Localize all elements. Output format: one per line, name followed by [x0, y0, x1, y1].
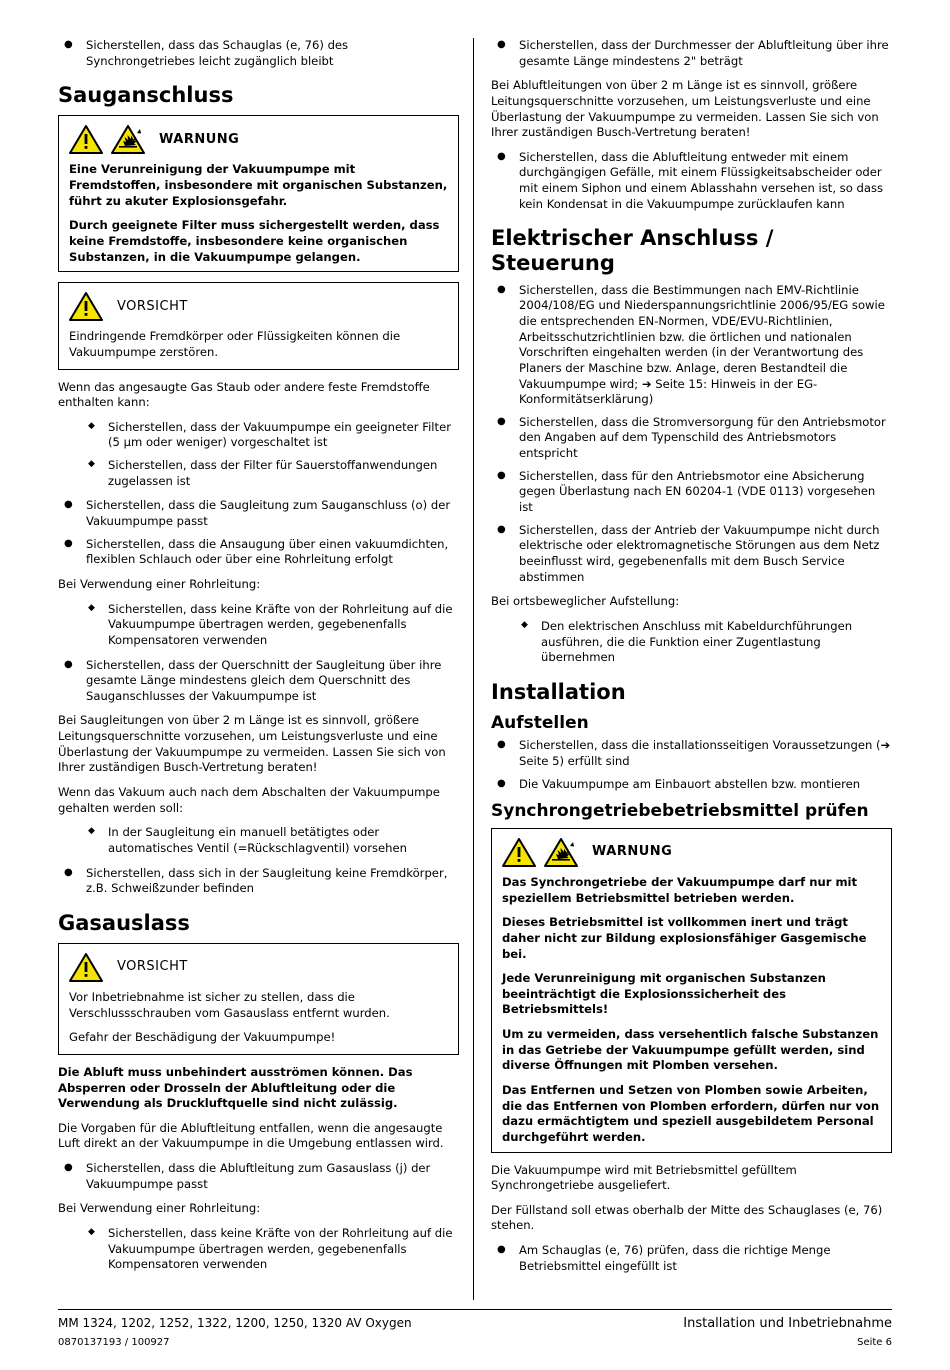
bullet-list-right-d [491, 738, 892, 792]
list-item [491, 523, 892, 586]
warning-text: Dieses Betriebsmittel ist vollkommen inert und trägt daher nicht zur Bildung explosionsfähiger Gasgemische bei. [502, 915, 867, 961]
bullet-disc-icon: ● [497, 469, 506, 481]
list-item [491, 415, 892, 462]
bullet-disc-icon: ● [64, 39, 73, 50]
heading-gasauslass: Gasauslass [58, 910, 190, 935]
list-item [58, 825, 459, 856]
list-item-text: Sicherstellen, dass die installationsseitigen Voraussetzungen (➔ Seite 5) erfüllt sind [519, 738, 891, 769]
paragraph-abluft-bold: Die Abluft muss unbehindert ausströmen können. Das Absperren oder Drosseln der Abluftleitung oder die Verwendung als Druckluftquelle sind nicht zulässig. [58, 1064, 413, 1111]
list-item-text: Sicherstellen, dass der Antrieb der Vakuumpumpe nicht durch elektrische oder elektromagnetische Störungen aus dem Netz beeinflusst wird, gegebenenfalls mit dem Busch Service abstimmen [519, 522, 880, 584]
bullet-diamond-icon: ◆ [88, 1227, 95, 1238]
bullet-disc-icon: ● [497, 739, 506, 751]
warning-text: Eine Verunreinigung der Vakuumpumpe mit Fremdstoffen, insbesondere mit organischen Substanzen, führt zu akuter Explosionsgefahr. [69, 162, 448, 208]
list-item-text: Sicherstellen, dass die Stromversorgung für den Antriebsmotor den Angaben auf dem Typenschild des Antriebsmotors entspricht [519, 414, 886, 461]
explosion-triangle-icon [544, 837, 578, 867]
admonition-header [502, 837, 881, 867]
admonition-body [69, 162, 448, 265]
heading-synchrongetriebebetriebsmittel: Synchrongetriebebetriebsmittel prüfen [491, 801, 869, 822]
warning-triangle-icon [502, 837, 536, 867]
list-item [58, 38, 459, 69]
page-footer [58, 1309, 892, 1348]
bullet-list-right-c [491, 283, 892, 586]
list-item [58, 602, 459, 649]
admonition-body [502, 875, 881, 1146]
caution-box-sauganschluss [58, 282, 459, 369]
list-item [58, 498, 459, 529]
warning-triangle-icon [69, 952, 103, 982]
list-item-text: Die Vakuumpumpe am Einbauort abstellen bzw. montieren [519, 776, 861, 791]
paragraph-saugleitungen: Bei Saugleitungen von über 2 m Länge ist es sinnvoll, größere Leitungsquerschnitte vorzusehen, um Leistungsverluste und eine Überlastung der Vakuumpumpe zu vermeiden. Lassen Sie sich von Ihrer zuständigen Busch-Vertretung beraten! [58, 713, 446, 775]
paragraph-fuellstand: Der Füllstand soll etwas oberhalb der Mitte des Schauglases (e, 76) stehen. [491, 1202, 883, 1233]
bullet-list-kraefte-1 [58, 602, 459, 649]
bullet-diamond-icon: ◆ [88, 420, 95, 431]
bullet-disc-icon: ● [64, 1162, 73, 1174]
explosion-triangle-icon [111, 124, 145, 154]
warning-triangle-icon [69, 124, 103, 154]
admonition-body [69, 329, 448, 360]
footer-document-code: MM 1324, 1202, 1252, 1322, 1200, 1250, 1320 AV Oxygen [58, 1316, 412, 1330]
bullet-list-kabel [491, 619, 892, 666]
footer-page-number: Seite 6 [857, 1337, 892, 1348]
bullet-diamond-icon: ◆ [88, 459, 95, 470]
bullet-list-a [58, 498, 459, 568]
list-item-text: Sicherstellen, dass keine Kräfte von der Rohrleitung auf die Vakuumpumpe übertragen werden, gegebenenfalls Kompensatoren verwenden [108, 1226, 453, 1272]
bullet-disc-icon: ● [497, 1244, 506, 1256]
paragraph-gas-staub: Wenn das angesaugte Gas Staub oder andere feste Fremdstoffe enthalten kann: [58, 379, 430, 410]
warning-text: Das Synchrongetriebe der Vakuumpumpe darf nur mit speziellem Betriebsmittel betrieben werden. [502, 874, 858, 905]
admonition-title: VORSICHT [117, 298, 188, 314]
admonition-header [69, 124, 448, 154]
list-item [491, 777, 892, 793]
list-item-text: Sicherstellen, dass die Abluftleitung entweder mit einem durchgängigen Gefälle, mit einem Flüssigkeitsabscheider oder mit einem Siphon und einem Ablasshahn versehen ist, so dass kein Kondensat in die Vakuumpumpe zurücklaufen kann [519, 149, 884, 211]
list-item-text: Sicherstellen, dass das Schauglas (e, 76) des Synchrongetriebes leicht zugänglich bleibt [86, 38, 349, 68]
heading-sauganschluss: Sauganschluss [58, 83, 234, 108]
warning-box-betriebsmittel [491, 828, 892, 1153]
list-item [58, 537, 459, 568]
bullet-list-c [58, 866, 459, 897]
bullet-disc-icon: ● [64, 866, 73, 878]
warning-text: Jede Verunreinigung mit organischen Substanzen beeinträchtigt die Explosionssicherheit des Betriebsmittels! [502, 971, 826, 1017]
bullet-disc-icon: ● [497, 415, 506, 427]
warning-triangle-icon [69, 291, 103, 321]
list-item-text: Sicherstellen, dass die Saugleitung zum Sauganschluss (o) der Vakuumpumpe passt [86, 498, 451, 529]
footer-part-number: 0870137193 / 100927 [58, 1337, 170, 1348]
list-item-text: Sicherstellen, dass der Querschnitt der Saugleitung über ihre gesamte Länge mindestens gleich dem Querschnitt des Sauganschlusses der Vakuumpumpe ist [86, 657, 442, 703]
list-item-text: Sicherstellen, dass der Vakuumpumpe ein geeigneter Filter (5 µm oder weniger) vorgeschaltet ist [108, 419, 451, 450]
footer-sub-row [58, 1337, 892, 1348]
right-column [491, 38, 892, 1300]
two-column-layout [58, 38, 892, 1300]
warning-text: Um zu vermeiden, dass versehentlich falsche Substanzen in das Getriebe der Vakuumpumpe gefüllt werden, sind diverse Öffnungen mit Plomben versehen. [502, 1027, 879, 1073]
list-item-text: In der Saugleitung ein manuell betätigtes oder automatisches Ventil (=Rückschlagventil) vorsehen [108, 825, 407, 855]
list-item [58, 458, 459, 489]
admonition-header [69, 291, 448, 321]
left-column [58, 38, 459, 1300]
heading-aufstellen: Aufstellen [491, 712, 589, 733]
warning-box-sauganschluss [58, 115, 459, 272]
bullet-disc-icon: ● [64, 658, 73, 670]
list-item [58, 866, 459, 897]
bullet-list-right-a [491, 38, 892, 69]
bullet-disc-icon: ● [497, 150, 506, 162]
caution-box-gasauslass [58, 943, 459, 1055]
list-item-text: Sicherstellen, dass die Abluftleitung zum Gasauslass (j) der Vakuumpumpe passt [86, 1161, 431, 1191]
bullet-list-b [58, 658, 459, 705]
heading-elektrischer-anschluss: Elektrischer Anschluss / Steuerung [491, 226, 774, 275]
list-item [58, 1226, 459, 1273]
admonition-title: WARNUNG [159, 131, 240, 147]
bullet-disc-icon: ● [64, 499, 73, 511]
footer-section-title: Installation und Inbetriebnahme [683, 1316, 892, 1331]
bullet-diamond-icon: ◆ [521, 619, 528, 630]
admonition-title: VORSICHT [117, 959, 188, 975]
bullet-list-filter [58, 420, 459, 490]
bullet-list-d [58, 1161, 459, 1192]
bullet-disc-icon: ● [497, 523, 506, 535]
list-item-text: Den elektrischen Anschluss mit Kabeldurchführungen ausführen, die die Funktion einer Zugentlastung übernehmen [541, 618, 853, 665]
admonition-title: WARNUNG [592, 844, 673, 860]
warning-text: Durch geeignete Filter muss sichergestellt werden, dass keine Fremdstoffe, insbesondere keine organischen Substanzen, in die Vakuumpumpe gelangen. [69, 218, 440, 264]
list-item-text: Sicherstellen, dass für den Antriebsmotor eine Absicherung gegen Überlastung nach EN 60204-1 (VDE 0113) vorgesehen ist [519, 468, 876, 515]
list-item-text: Sicherstellen, dass sich in der Saugleitung keine Fremdkörper, z.B. Schweißzunder befinden [86, 865, 448, 896]
heading-installation: Installation [491, 679, 626, 704]
paragraph-ausgeliefert: Die Vakuumpumpe wird mit Betriebsmittel gefülltem Synchrongetriebe ausgeliefert. [491, 1162, 797, 1193]
bullet-disc-icon: ● [497, 283, 506, 295]
list-item [58, 420, 459, 451]
caution-text: Eindringende Fremdkörper oder Flüssigkeiten können die Vakuumpumpe zerstören. [69, 329, 401, 359]
list-item [491, 38, 892, 69]
list-item [58, 1161, 459, 1192]
caution-text: Vor Inbetriebnahme ist sicher zu stellen, dass die Verschlussschrauben vom Gasauslass entfernt wurden. [69, 989, 390, 1020]
paragraph-rohrleitung-1: Bei Verwendung einer Rohrleitung: [58, 576, 261, 591]
bullet-diamond-icon: ◆ [88, 826, 95, 837]
paragraph-vakuum-halten: Wenn das Vakuum auch nach dem Abschalten der Vakuumpumpe gehalten werden soll: [58, 785, 440, 815]
list-item [491, 469, 892, 516]
paragraph-ortsbeweglich: Bei ortsbeweglicher Aufstellung: [491, 594, 680, 609]
admonition-body [69, 990, 448, 1046]
paragraph-vorgaben: Die Vorgaben für die Abluftleitung entfallen, wenn die angesaugte Luft direkt an der Vakuumpumpe in die Umgebung entlassen wird. [58, 1120, 444, 1151]
bullet-disc-icon: ● [497, 777, 506, 789]
list-item-text: Sicherstellen, dass der Durchmesser der Abluftleitung über ihre gesamte Länge mindestens 2" beträgt [519, 38, 889, 68]
footer-main-row [58, 1309, 892, 1331]
list-item [491, 283, 892, 408]
list-item-text: Sicherstellen, dass die Ansaugung über einen vakuumdichten, flexiblen Schlauch oder über eine Rohrleitung erfolgt [86, 536, 449, 567]
list-item-text: Sicherstellen, dass keine Kräfte von der Rohrleitung auf die Vakuumpumpe übertragen werden, gegebenenfalls Kompensatoren verwenden [108, 601, 453, 647]
admonition-header [69, 952, 448, 982]
list-item [491, 619, 892, 666]
list-item [491, 150, 892, 213]
warning-text: Das Entfernen und Setzen von Plomben sowie Arbeiten, die das Entfernen von Plomben erfordern, dürfen nur von dazu ermächtigtem und speziell ausgebildetem Personal durchgeführt werden. [502, 1082, 880, 1144]
bullet-diamond-icon: ◆ [88, 602, 95, 613]
list-item-text: Sicherstellen, dass die Bestimmungen nach EMV-Richtlinie 2004/108/EG und Niederspannungsrichtlinie 2006/95/EG sowie die entsprechenden EN-Normen, VDE/EVU-Richtlinien, Arbeitsschutzrichtlinien bzw. die örtlichen und nationalen Vorschriften eingehalten werden (in der Verantwortung des Planers der Maschine bzw. Anlage, deren Bestandteil die Vakuumpumpe wird; ➔ Seite 15: Hinweis in der EG-Konformitätserklärung) [519, 282, 885, 407]
bullet-list-kraefte-2 [58, 1226, 459, 1273]
list-item-text: Am Schauglas (e, 76) prüfen, dass die richtige Menge Betriebsmittel eingefüllt ist [519, 1243, 831, 1273]
list-item-text: Sicherstellen, dass der Filter für Sauerstoffanwendungen zugelassen ist [108, 458, 438, 488]
bullet-list-right-b [491, 150, 892, 213]
list-item [491, 1243, 892, 1274]
list-item [58, 658, 459, 705]
paragraph-abluftleitungen: Bei Abluftleitungen von über 2 m Länge ist es sinnvoll, größere Leitungsquerschnitte vorzusehen, um Leistungsverluste und eine Überlastung der Vakuumpumpe zu vermeiden. Lassen Sie sich von Ihrer zuständigen Busch-Vertretung beraten! [491, 78, 879, 140]
list-item [491, 738, 892, 769]
column-divider [473, 38, 474, 1300]
bullet-disc-icon: ● [497, 39, 506, 50]
bullet-list-right-e [491, 1243, 892, 1274]
bullet-list-top [58, 38, 459, 69]
bullet-disc-icon: ● [64, 537, 73, 549]
paragraph-rohrleitung-2: Bei Verwendung einer Rohrleitung: [58, 1201, 261, 1216]
caution-text: Gefahr der Beschädigung der Vakuumpumpe! [69, 1030, 336, 1045]
bullet-list-ventil [58, 825, 459, 856]
